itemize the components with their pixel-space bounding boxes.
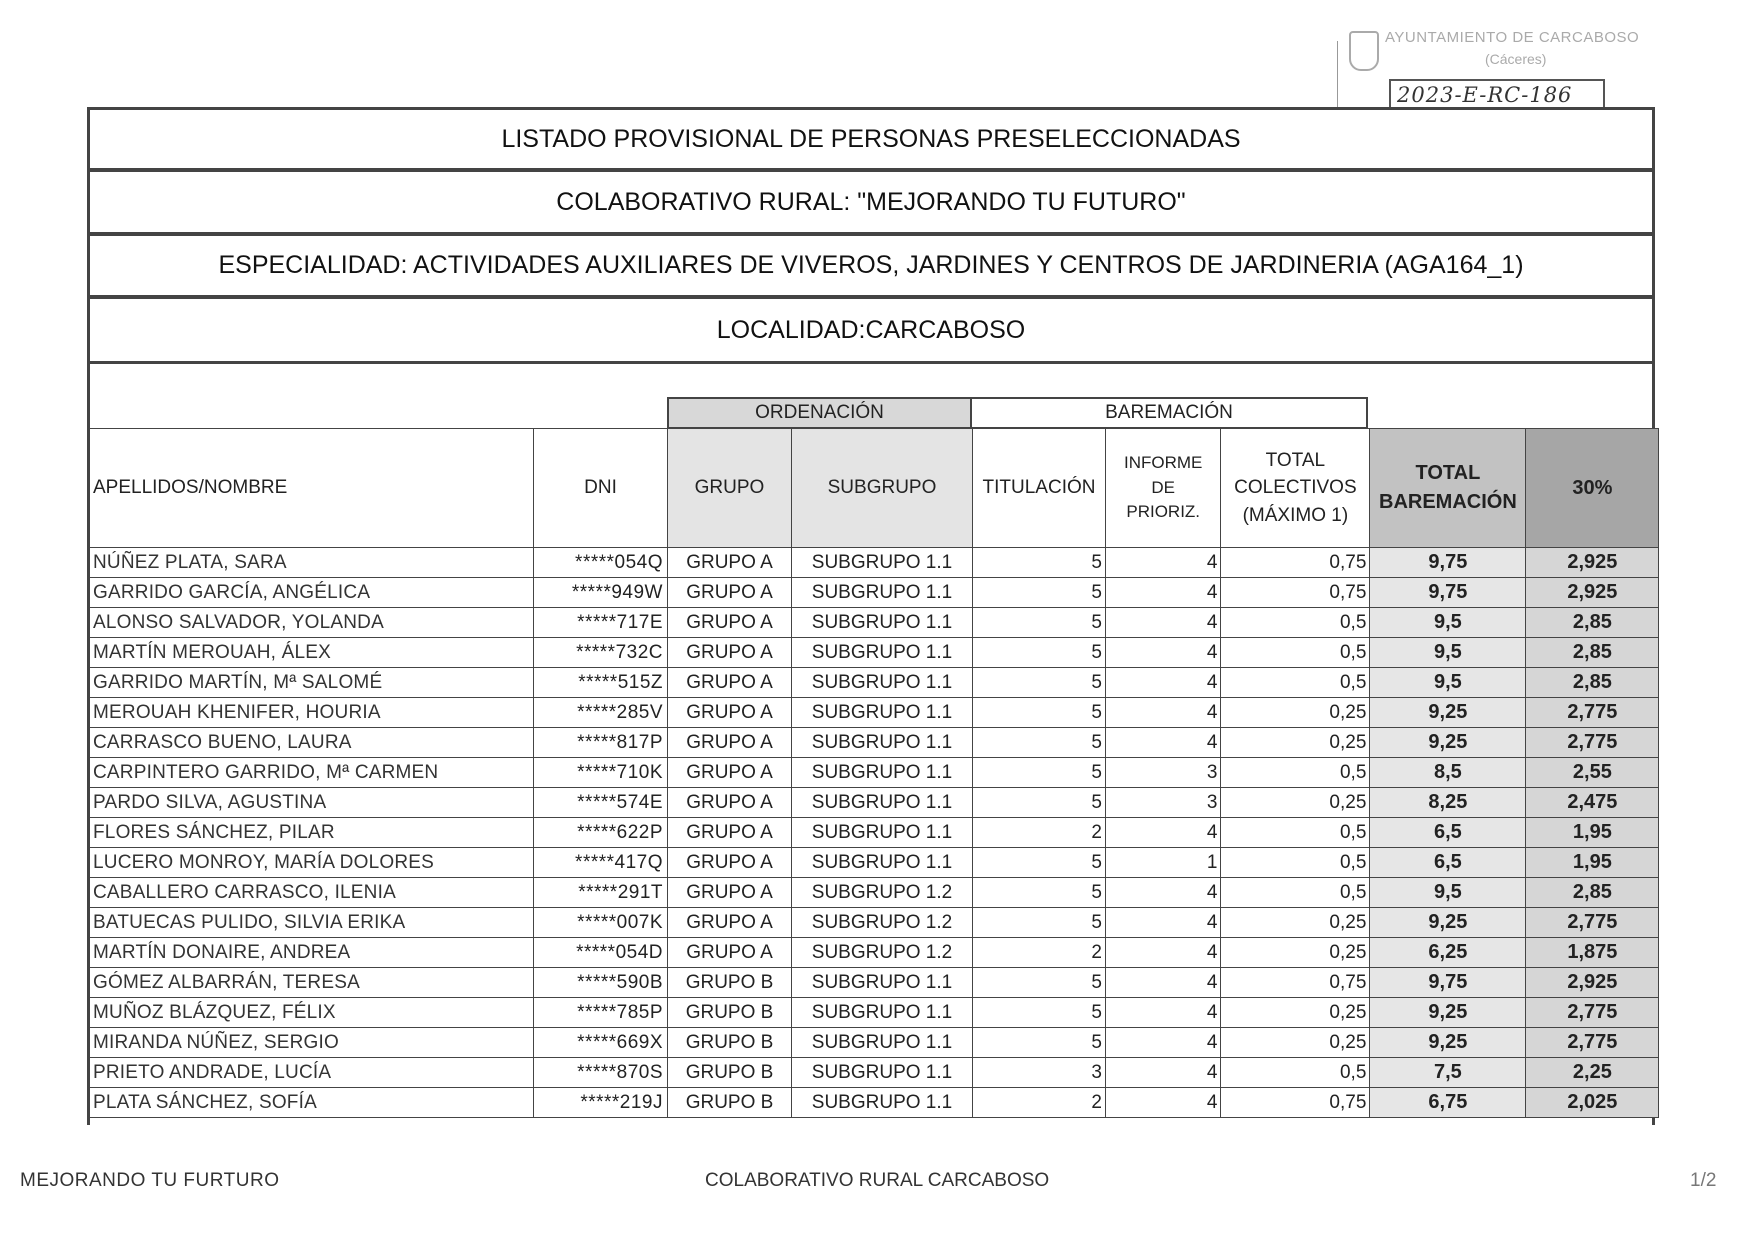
cell-informe: 4	[1106, 938, 1221, 968]
cell-informe: 3	[1106, 758, 1221, 788]
cell-colectivos: 0,25	[1221, 788, 1370, 818]
cell-grupo: GRUPO A	[668, 698, 792, 728]
cell-subgrupo: SUBGRUPO 1.1	[792, 758, 973, 788]
cell-titulacion: 5	[973, 908, 1106, 938]
cell-titulacion: 5	[973, 638, 1106, 668]
cell-grupo: GRUPO A	[668, 728, 792, 758]
cell-name: GÓMEZ ALBARRÁN, TERESA	[89, 968, 534, 998]
table-row	[89, 728, 1659, 758]
cell-subgrupo: SUBGRUPO 1.2	[792, 878, 973, 908]
cell-colectivos: 0,75	[1221, 968, 1370, 998]
cell-subgrupo: SUBGRUPO 1.1	[792, 728, 973, 758]
cell-colectivos: 0,5	[1221, 638, 1370, 668]
cell-informe: 4	[1106, 578, 1221, 608]
table-row	[89, 758, 1659, 788]
cell-informe: 4	[1106, 908, 1221, 938]
stamp-register-number: 2023-E-RC-186	[1397, 83, 1573, 107]
table-row	[89, 968, 1659, 998]
cell-name: CABALLERO CARRASCO, ILENIA	[89, 878, 534, 908]
cell-informe: 4	[1106, 728, 1221, 758]
footer-left: MEJORANDO TU FURTURO	[20, 1170, 280, 1191]
cell-name: CARPINTERO GARRIDO, Mª CARMEN	[89, 758, 534, 788]
cell-colectivos: 0,75	[1221, 1088, 1370, 1118]
table-row	[89, 668, 1659, 698]
cell-dni: *****515Z	[534, 668, 668, 698]
cell-subgrupo: SUBGRUPO 1.1	[792, 638, 973, 668]
cell-informe: 4	[1106, 608, 1221, 638]
cell-informe: 4	[1106, 548, 1221, 578]
program-name: COLABORATIVO RURAL: "MEJORANDO TU FUTURO"	[87, 169, 1655, 235]
cell-titulacion: 5	[973, 548, 1106, 578]
cell-subgrupo: SUBGRUPO 1.1	[792, 578, 973, 608]
cell-30pct: 2,925	[1526, 548, 1659, 578]
cell-30pct: 2,85	[1526, 668, 1659, 698]
cell-titulacion: 5	[973, 788, 1106, 818]
col-header-30pct: 30%	[1526, 429, 1659, 548]
cell-colectivos: 0,75	[1221, 578, 1370, 608]
cell-dni: *****291T	[534, 878, 668, 908]
cell-name: MARTÍN MEROUAH, ÁLEX	[89, 638, 534, 668]
col-header-total: TOTAL BAREMACIÓN	[1370, 429, 1526, 548]
cell-informe: 1	[1106, 848, 1221, 878]
cell-titulacion: 5	[973, 968, 1106, 998]
cell-name: NÚÑEZ PLATA, SARA	[89, 548, 534, 578]
cell-total: 6,25	[1370, 938, 1526, 968]
cell-dni: *****574E	[534, 788, 668, 818]
stamp-province: (Cáceres)	[1485, 51, 1547, 67]
footer-center: COLABORATIVO RURAL CARCABOSO	[705, 1170, 1050, 1191]
cell-30pct: 2,775	[1526, 698, 1659, 728]
cell-name: MEROUAH KHENIFER, HOURIA	[89, 698, 534, 728]
cell-subgrupo: SUBGRUPO 1.1	[792, 1058, 973, 1088]
cell-grupo: GRUPO A	[668, 818, 792, 848]
cell-informe: 4	[1106, 818, 1221, 848]
cell-colectivos: 0,75	[1221, 548, 1370, 578]
cell-name: CARRASCO BUENO, LAURA	[89, 728, 534, 758]
table-row	[89, 878, 1659, 908]
table-row	[89, 938, 1659, 968]
cell-dni: *****622P	[534, 818, 668, 848]
cell-grupo: GRUPO A	[668, 938, 792, 968]
table-row	[89, 998, 1659, 1028]
cell-titulacion: 2	[973, 1088, 1106, 1118]
cell-dni: *****590B	[534, 968, 668, 998]
cell-titulacion: 5	[973, 668, 1106, 698]
cell-30pct: 2,025	[1526, 1088, 1659, 1118]
cell-subgrupo: SUBGRUPO 1.2	[792, 908, 973, 938]
footer-page: 1/2	[1690, 1170, 1717, 1191]
col-header-titulacion: TITULACIÓN	[973, 429, 1106, 548]
document-title: LISTADO PROVISIONAL DE PERSONAS PRESELECCIONADAS	[87, 107, 1655, 171]
cell-titulacion: 5	[973, 578, 1106, 608]
cell-colectivos: 0,5	[1221, 878, 1370, 908]
cell-total: 9,75	[1370, 578, 1526, 608]
cell-dni: *****732C	[534, 638, 668, 668]
cell-dni: *****219J	[534, 1088, 668, 1118]
cell-total: 9,5	[1370, 878, 1526, 908]
cell-grupo: GRUPO A	[668, 848, 792, 878]
cell-informe: 4	[1106, 968, 1221, 998]
cell-name: PARDO SILVA, AGUSTINA	[89, 788, 534, 818]
cell-titulacion: 5	[973, 608, 1106, 638]
cell-total: 9,75	[1370, 968, 1526, 998]
cell-subgrupo: SUBGRUPO 1.1	[792, 818, 973, 848]
cell-subgrupo: SUBGRUPO 1.1	[792, 1028, 973, 1058]
cell-grupo: GRUPO A	[668, 908, 792, 938]
cell-grupo: GRUPO B	[668, 1058, 792, 1088]
cell-dni: *****669X	[534, 1028, 668, 1058]
cell-name: LUCERO MONROY, MARÍA DOLORES	[89, 848, 534, 878]
col-header-subgrupo: SUBGRUPO	[792, 429, 973, 548]
cell-subgrupo: SUBGRUPO 1.1	[792, 668, 973, 698]
cell-subgrupo: SUBGRUPO 1.1	[792, 698, 973, 728]
cell-subgrupo: SUBGRUPO 1.2	[792, 938, 973, 968]
table-row	[89, 848, 1659, 878]
cell-titulacion: 5	[973, 1028, 1106, 1058]
cell-colectivos: 0,5	[1221, 668, 1370, 698]
cell-total: 6,75	[1370, 1088, 1526, 1118]
candidates-table	[88, 428, 1659, 1118]
table-row	[89, 638, 1659, 668]
cell-total: 6,5	[1370, 818, 1526, 848]
coat-of-arms-icon	[1349, 31, 1379, 71]
cell-30pct: 1,875	[1526, 938, 1659, 968]
cell-titulacion: 2	[973, 938, 1106, 968]
cell-30pct: 1,95	[1526, 818, 1659, 848]
cell-total: 9,5	[1370, 668, 1526, 698]
cell-name: MARTÍN DONAIRE, ANDREA	[89, 938, 534, 968]
cell-colectivos: 0,25	[1221, 698, 1370, 728]
cell-titulacion: 5	[973, 698, 1106, 728]
cell-30pct: 2,85	[1526, 638, 1659, 668]
cell-subgrupo: SUBGRUPO 1.1	[792, 968, 973, 998]
cell-total: 8,5	[1370, 758, 1526, 788]
cell-grupo: GRUPO A	[668, 878, 792, 908]
cell-total: 9,75	[1370, 548, 1526, 578]
cell-titulacion: 5	[973, 728, 1106, 758]
cell-total: 9,25	[1370, 908, 1526, 938]
cell-titulacion: 5	[973, 878, 1106, 908]
cell-titulacion: 5	[973, 758, 1106, 788]
cell-total: 6,5	[1370, 848, 1526, 878]
cell-informe: 4	[1106, 638, 1221, 668]
cell-informe: 3	[1106, 788, 1221, 818]
cell-informe: 4	[1106, 1088, 1221, 1118]
cell-grupo: GRUPO B	[668, 1088, 792, 1118]
cell-grupo: GRUPO A	[668, 788, 792, 818]
cell-total: 9,25	[1370, 998, 1526, 1028]
col-header-name: APELLIDOS/NOMBRE	[89, 429, 534, 548]
col-header-colectivos: TOTAL COLECTIVOS (MÁXIMO 1)	[1221, 429, 1370, 548]
cell-name: BATUECAS PULIDO, SILVIA ERIKA	[89, 908, 534, 938]
cell-subgrupo: SUBGRUPO 1.1	[792, 998, 973, 1028]
cell-titulacion: 2	[973, 818, 1106, 848]
cell-subgrupo: SUBGRUPO 1.1	[792, 608, 973, 638]
cell-name: FLORES SÁNCHEZ, PILAR	[89, 818, 534, 848]
cell-colectivos: 0,5	[1221, 758, 1370, 788]
col-header-dni: DNI	[534, 429, 668, 548]
cell-subgrupo: SUBGRUPO 1.1	[792, 548, 973, 578]
cell-grupo: GRUPO A	[668, 758, 792, 788]
cell-name: GARRIDO MARTÍN, Mª SALOMÉ	[89, 668, 534, 698]
cell-dni: *****817P	[534, 728, 668, 758]
cell-informe: 4	[1106, 1058, 1221, 1088]
cell-grupo: GRUPO A	[668, 548, 792, 578]
cell-grupo: GRUPO A	[668, 608, 792, 638]
cell-dni: *****710K	[534, 758, 668, 788]
cell-subgrupo: SUBGRUPO 1.1	[792, 788, 973, 818]
cell-dni: *****054D	[534, 938, 668, 968]
cell-colectivos: 0,5	[1221, 818, 1370, 848]
table-body	[89, 548, 1659, 1118]
cell-titulacion: 3	[973, 1058, 1106, 1088]
cell-grupo: GRUPO A	[668, 638, 792, 668]
cell-30pct: 2,25	[1526, 1058, 1659, 1088]
cell-name: PLATA SÁNCHEZ, SOFÍA	[89, 1088, 534, 1118]
locality: LOCALIDAD:CARCABOSO	[87, 296, 1655, 364]
cell-colectivos: 0,5	[1221, 1058, 1370, 1088]
cell-colectivos: 0,25	[1221, 938, 1370, 968]
table-header-row	[89, 429, 1659, 548]
col-header-informe: INFORME DE PRIORIZ.	[1106, 429, 1221, 548]
cell-informe: 4	[1106, 1028, 1221, 1058]
cell-subgrupo: SUBGRUPO 1.1	[792, 848, 973, 878]
cell-30pct: 2,925	[1526, 578, 1659, 608]
col-header-grupo: GRUPO	[668, 429, 792, 548]
cell-name: ALONSO SALVADOR, YOLANDA	[89, 608, 534, 638]
cell-colectivos: 0,5	[1221, 848, 1370, 878]
cell-total: 8,25	[1370, 788, 1526, 818]
group-header-ordenacion: ORDENACIÓN	[667, 397, 972, 429]
cell-30pct: 2,775	[1526, 1028, 1659, 1058]
cell-grupo: GRUPO B	[668, 1028, 792, 1058]
cell-total: 9,5	[1370, 638, 1526, 668]
table-row	[89, 818, 1659, 848]
cell-titulacion: 5	[973, 848, 1106, 878]
cell-name: MIRANDA NÚÑEZ, SERGIO	[89, 1028, 534, 1058]
cell-total: 7,5	[1370, 1058, 1526, 1088]
cell-dni: *****417Q	[534, 848, 668, 878]
cell-dni: *****717E	[534, 608, 668, 638]
cell-colectivos: 0,25	[1221, 728, 1370, 758]
cell-total: 9,5	[1370, 608, 1526, 638]
cell-colectivos: 0,25	[1221, 908, 1370, 938]
cell-30pct: 2,775	[1526, 908, 1659, 938]
cell-30pct: 2,775	[1526, 728, 1659, 758]
cell-dni: *****007K	[534, 908, 668, 938]
cell-name: GARRIDO GARCÍA, ANGÉLICA	[89, 578, 534, 608]
cell-30pct: 2,925	[1526, 968, 1659, 998]
cell-colectivos: 0,25	[1221, 1028, 1370, 1058]
cell-name: PRIETO ANDRADE, LUCÍA	[89, 1058, 534, 1088]
cell-total: 9,25	[1370, 728, 1526, 758]
cell-dni: *****949W	[534, 578, 668, 608]
table-row	[89, 548, 1659, 578]
specialty: ESPECIALIDAD: ACTIVIDADES AUXILIARES DE VIVEROS, JARDINES Y CENTROS DE JARDINERIA (AGA164_1)	[87, 233, 1655, 298]
cell-grupo: GRUPO A	[668, 668, 792, 698]
cell-subgrupo: SUBGRUPO 1.1	[792, 1088, 973, 1118]
cell-name: MUÑOZ BLÁZQUEZ, FÉLIX	[89, 998, 534, 1028]
cell-informe: 4	[1106, 878, 1221, 908]
cell-informe: 4	[1106, 698, 1221, 728]
cell-dni: *****054Q	[534, 548, 668, 578]
cell-grupo: GRUPO A	[668, 578, 792, 608]
table-row	[89, 578, 1659, 608]
cell-30pct: 2,85	[1526, 608, 1659, 638]
cell-30pct: 1,95	[1526, 848, 1659, 878]
cell-grupo: GRUPO B	[668, 998, 792, 1028]
cell-informe: 4	[1106, 998, 1221, 1028]
cell-dni: *****285V	[534, 698, 668, 728]
cell-dni: *****785P	[534, 998, 668, 1028]
cell-titulacion: 5	[973, 998, 1106, 1028]
cell-grupo: GRUPO B	[668, 968, 792, 998]
cell-total: 9,25	[1370, 1028, 1526, 1058]
cell-30pct: 2,85	[1526, 878, 1659, 908]
table-row	[89, 608, 1659, 638]
cell-30pct: 2,775	[1526, 998, 1659, 1028]
cell-informe: 4	[1106, 668, 1221, 698]
table-row	[89, 1028, 1659, 1058]
cell-30pct: 2,475	[1526, 788, 1659, 818]
stamp-org: AYUNTAMIENTO DE CARCABOSO	[1385, 29, 1640, 46]
table-row	[89, 908, 1659, 938]
cell-colectivos: 0,25	[1221, 998, 1370, 1028]
cell-colectivos: 0,5	[1221, 608, 1370, 638]
table-row	[89, 698, 1659, 728]
cell-dni: *****870S	[534, 1058, 668, 1088]
table-row	[89, 1058, 1659, 1088]
group-header-baremacion: BAREMACIÓN	[970, 397, 1368, 429]
table-row	[89, 1088, 1659, 1118]
table-row	[89, 788, 1659, 818]
cell-30pct: 2,55	[1526, 758, 1659, 788]
cell-total: 9,25	[1370, 698, 1526, 728]
